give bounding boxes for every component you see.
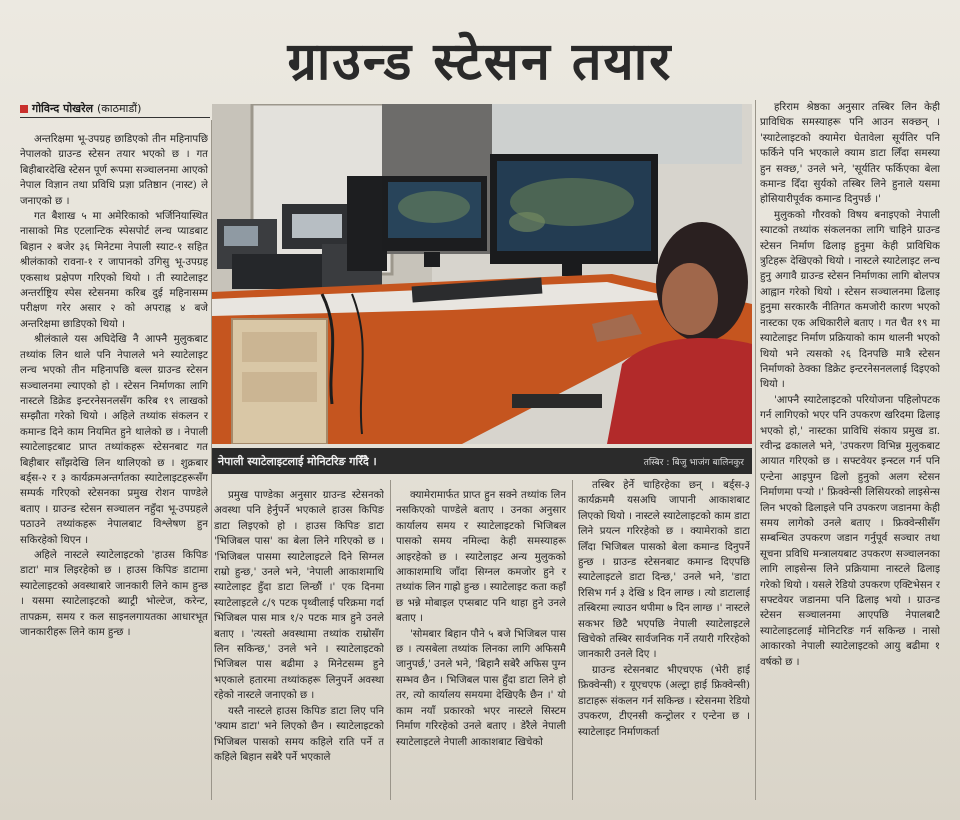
- article-column-3: [396, 488, 566, 800]
- paragraph: अहिले नास्टले स्याटेलाइटको 'हाउस किपिङ डाटा' मात्र लिइरहेको छ । हाउस किपिङ डाटामा स्याटेलाइटको अवस्थाबारे जानकारी लिने काम हुन्छ । यसमा स्याटेलाइटको ब्याट्री भोल्टेज, करेन्ट, तापक्रम, समय र कल साइनलगायतका आधारभूत जानकारीहरू लिने काम हुन्छ ।: [20, 549, 208, 638]
- paragraph: मुलुकको गौरवको विषय बनाइएको नेपाली स्याटको तथ्यांक संकलनका लागि चाहिने ग्राउन्ड स्टेसन निर्माण ढिलाइ हुनुमा केही प्राविधिक त्रुटिहरू देखिएको थियो । नास्टले स्याटेलाइट लन्च हुनु अगावै ग्राउन्ड स्टेसन निर्माणका लागि बोलपत्र आह्वान गरेको थियो । स्टेसन सञ्चालनमा ढिलाइ हुनुमा सरकारकै नीतिगत कमजोरी कारण भएको नास्टका एक अधिकारीले बताए । गत चैत १९ मा स्याटेलाइट निर्माण प्रक्रियाको काम थालनी भएको थियो भने त्यसको २६ दिनपछि मात्रै स्टेसन निर्माणको ठेक्का डिक्रेट इन्टरनेसनललाई दिइएको थियो ।: [760, 209, 940, 391]
- column-rule: [755, 100, 756, 800]
- column-rule: [390, 480, 391, 800]
- article-column-4: [578, 478, 750, 800]
- photo-caption: नेपाली स्याटेलाइटलाई मोनिटरिङ गरिँदै ।: [218, 455, 377, 468]
- paragraph: प्रमुख पाण्डेका अनुसार ग्राउन्ड स्टेसनको अवस्था पनि हेर्नुपर्ने भएकाले हाउस किपिङ डाटा लिइएको हो । हाउस किपिङ डाटा 'भिजिबल पास' का बेला लिने गरिएको छ । 'भिजिबल पासमा स्याटेलाइटले दिने सिग्नल राम्रो हुन्छ,' उनले भने, 'नेपाली आकाशमाथि स्याटेलाइट हुँदा डाटा लिन्छौं ।' एक दिनमा स्याटेलाइटले ८/९ पटक पृथ्वीलाई परिक्रमा गर्दा भिजिबल पास मात्र १/२ पटक मात्र हुने उनले बताए । 'त्यस्तो अवस्थामा तथ्यांक राम्रोसँग लिन सकिन्छ,' उनले भने । स्याटेलाइटको भिजिबल पास बढीमा ३ मिनेटसम्म हुने भएकाले हतारमा तथ्यांकहरू लिनुपर्ने अवस्था रहेको नास्टले जनाएको छ ।: [214, 490, 384, 702]
- paragraph: श्रीलंकाले यस अघिदेखि नै आफ्नै मुलुकबाट तथ्यांक लिन थाले पनि नेपालले भने स्याटेलाइट लन्च भएको तीन महिनापछि बल्ल ग्राउन्ड स्टेसन सञ्चालनमा ल्याएको हो । स्टेसन निर्माणका लागि नास्टले डिक्रेड इन्टरनेसनलसँग करिब १९ लाखको सम्झौता गरेको थियो । अहिले तथ्यांक संकलन र कमान्ड दिने काम नियमित हुने थालेको छ । नेपाली स्याटेलाइटबाट प्राप्त तथ्यांकहरू स्टेसनबाट गत बिहीबार साँझदेखि लिन थालिएको छ । शुक्रबार बर्ड्स-२ र ३ कार्यक्रमअन्तर्गतका स्याटेलाइटहरूसँग सम्पर्क गरिएको स्टेसनका प्रमुख रोशन पाण्डेले बताए । ग्राउन्ड स्टेसन सञ्चालन नहुँदा भू-उपग्रहले पठाउने तथ्यांकहरू नेपालबाट विश्लेषण हुन सकिरहेको थिएन ।: [20, 334, 208, 546]
- column-rule: [211, 120, 212, 800]
- article-photo: [212, 104, 752, 444]
- paragraph: यस्तै नास्टले हाउस किपिङ डाटा लिए पनि 'क्याम डाटा' भने लिएको छैन । स्याटेलाइटको भिजिबल पासको समय कहिले राति पर्ने त कहिले बिहान सबेरै पर्ने भएकाले: [214, 705, 384, 763]
- paragraph: 'आफ्नै स्याटेलाइटको परियोजना पहिलोपटक गर्न लागिएको भएर पनि उपकरण खरिदमा ढिलाइ भएको हो,' नास्टका प्राविधि संकाय प्रमुख डा. रवीन्द्र ढकालले भने, 'उपकरण विभिन्न मुलुकबाट आयात गरिएको छ । सफ्टवेयर इन्स्टल गर्न पनि एन्टेना आइपुग्न ढिलो हुनुको अलग स्टेसन निर्माणमा पर्‍यो ।' फ्रिक्वेन्सी लिसियरको लाइसेन्स लिन भएको ढिलाइले पनि उपकरण जडानमा केही समय लागेको उनले बताए । फ्रिक्वेन्सीसँग सम्बन्धित उपकरण जडान गर्नुपूर्व सञ्चार तथा सूचना प्रविधि मन्त्रालयबाट उपकरण सञ्चालनका लागि लाइसेन्स लिने प्रक्रियामा नास्टले ढिलाइ गरेको थियो । यसले रेडियो उपकरण एक्टिभेसन र सफ्टवेयर जडानमा पनि ढिलाइ भयो । ग्राउन्ड स्टेसन सञ्चालनमा आएपछि नेपालबाटै स्याटेलाइटलाई मोनिटरिङ गर्न सकिन्छ । नासो आकारको नेपाली स्याटेलाइटको आयु बढीमा १ वर्षको छ ।: [760, 394, 940, 668]
- paragraph: हरिराम श्रेष्ठका अनुसार तस्बिर लिन केही प्राविधिक समस्याहरू पनि आउन सक्छन् । 'स्याटेलाइटको क्यामेरा घेतावेला सूर्यतिर पनि फर्किने पनि भएकाले क्याम डाटा लिँदा समस्या हुन सक्छ,' उनले भने, 'सूर्यतिर फर्किएका बेला कमान्ड दिँदा सुर्यको तस्बिर लिने हुनाले यसमा होसियारीपूर्वक कमान्ड दिनुपर्छ ।': [760, 102, 940, 206]
- article-column-1: [20, 132, 208, 800]
- paragraph: गत बैशाख ५ मा अमेरिकाको भर्जिनियास्थित नासाको मिड एटलान्टिक स्पेसपोर्ट लन्च प्याडबाट बिहान २ बजेर ३६ मिनेटमा नेपाली स्याट-१ सहित श्रीलंकाको रावना-१ र जापानको उगिसु भू-उपग्रह एकसाथ प्रक्षेपण गरिएको थियो । ती स्याटेलाइट अन्तर्राष्ट्रिय स्पेस स्टेसनमा करिब दुई महिनासम्म परीक्षण गरेर असार २ को अपराह्न ४ बजे अन्तरिक्षमा छाडिएको थियो ।: [20, 211, 208, 330]
- photo-credit: तस्बिर : बिजु भाजंग बालिनकुर: [643, 458, 744, 468]
- article-column-2: [214, 488, 384, 800]
- paragraph: 'सोमबार बिहान पौने ५ बजे भिजिबल पास छ । त्यसबेला तथ्यांक लिनका लागि अफिसमै जानुपर्छ,' उनले भने, 'बिहानै सबेरै अफिस पुग्न सम्भव छैन । भिजिबल पास हुँदा डाटा लिने हो तर, त्यो कार्यालय समयमा देखिएकै छैन ।' यो काम नयाँ प्रकारको भएर नास्टले सिस्टम निर्माण गरिरहेको उनले बताए । डेरैले नेपाली स्याटेलाइटले नेपाली आकाशबाट खिचेको: [396, 628, 566, 748]
- headline: ग्राउन्ड स्टेसन तयार: [287, 32, 673, 92]
- paragraph: तस्बिर हेर्ने चाहिरहेका छन् । बर्ड्स-३ कार्यक्रममै यसअघि जापानी आकाशबाट लिएको थियो । नास्टले स्याटेलाइटको काम डाटा लिने प्रयत्न गरिरहेको छ । क्यामेराको डाटा लिँदा भिजिबल पासको बेला कमान्ड दिनुपर्ने हुन्छ । ग्राउन्ड स्टेसनबाट कमान्ड दिएपछि स्याटेलाइटले डाटा दिन्छ,' उनले भने, 'डाटा रिसिभ गर्न ३ देखि ४ दिन लाग्छ । त्यो डाटालाई तस्बिरमा ल्याउन थपीमा ७ दिन लाग्छ ।' नास्टले सकभर छिटै भएपछि नेपाली स्याटेलाइटले खिचेको तस्बिर सार्वजनिक गर्ने तयारी गरिरहेको जानकारी उनले दिए ।: [578, 480, 750, 661]
- byline-rule: [20, 117, 210, 118]
- byline-author: गोविन्द पोखरेल: [32, 102, 94, 115]
- paragraph: क्यामेरामार्फत प्राप्त हुन सक्ने तथ्यांक लिन नसकिएको पाण्डेले बताए । उनका अनुसार कार्यालय समय र स्याटेलाइटको भिजिबल पासको समय नमिल्दा केही समस्याहरू आइरहेको छ । स्याटेलाइट अन्य मुलुकको आकाशमाथि जाँदा सिग्नल कमजोर हुने र तथ्यांक लिन गाह्रो हुन्छ । स्याटेलाइट कता कहाँ छ भन्ने मोबाइल एप्सबाट पनि थाहा हुने उनले बताए ।: [396, 490, 566, 625]
- ground-station-photo: [212, 104, 752, 444]
- byline-place: (काठमाडौं): [96, 102, 142, 115]
- column-rule: [572, 480, 573, 800]
- article-column-5: [760, 100, 940, 800]
- photo-caption-bar: [212, 448, 752, 474]
- paragraph: अन्तरिक्षमा भू-उपग्रह छाडिएको तीन महिनापछि नेपालको ग्राउन्ड स्टेसन तयार भएको छ । गत बिहीबारदेखि स्टेसन पूर्ण रूपमा सञ्चालनमा आएको नेपाल विज्ञान तथा प्रविधि प्रज्ञा प्रतिष्ठान (नास्ट) ले जनाएको छ ।: [20, 134, 208, 207]
- paragraph: ग्राउन्ड स्टेसनबाट भीएचएफ (भेरी हाई फ्रिक्वेन्सी) र यूएचएफ (अल्ट्रा हाई फ्रिक्वेन्सी) डाटाहरू संकलन गर्न सकिन्छ । स्टेसनमा रेडियो उपकरण, टीएनसी कन्ट्रोलर र एन्टेना छ । स्याटेलाइट निर्माणकर्ता: [578, 664, 750, 738]
- byline: [20, 101, 210, 115]
- byline-marker: [20, 105, 28, 113]
